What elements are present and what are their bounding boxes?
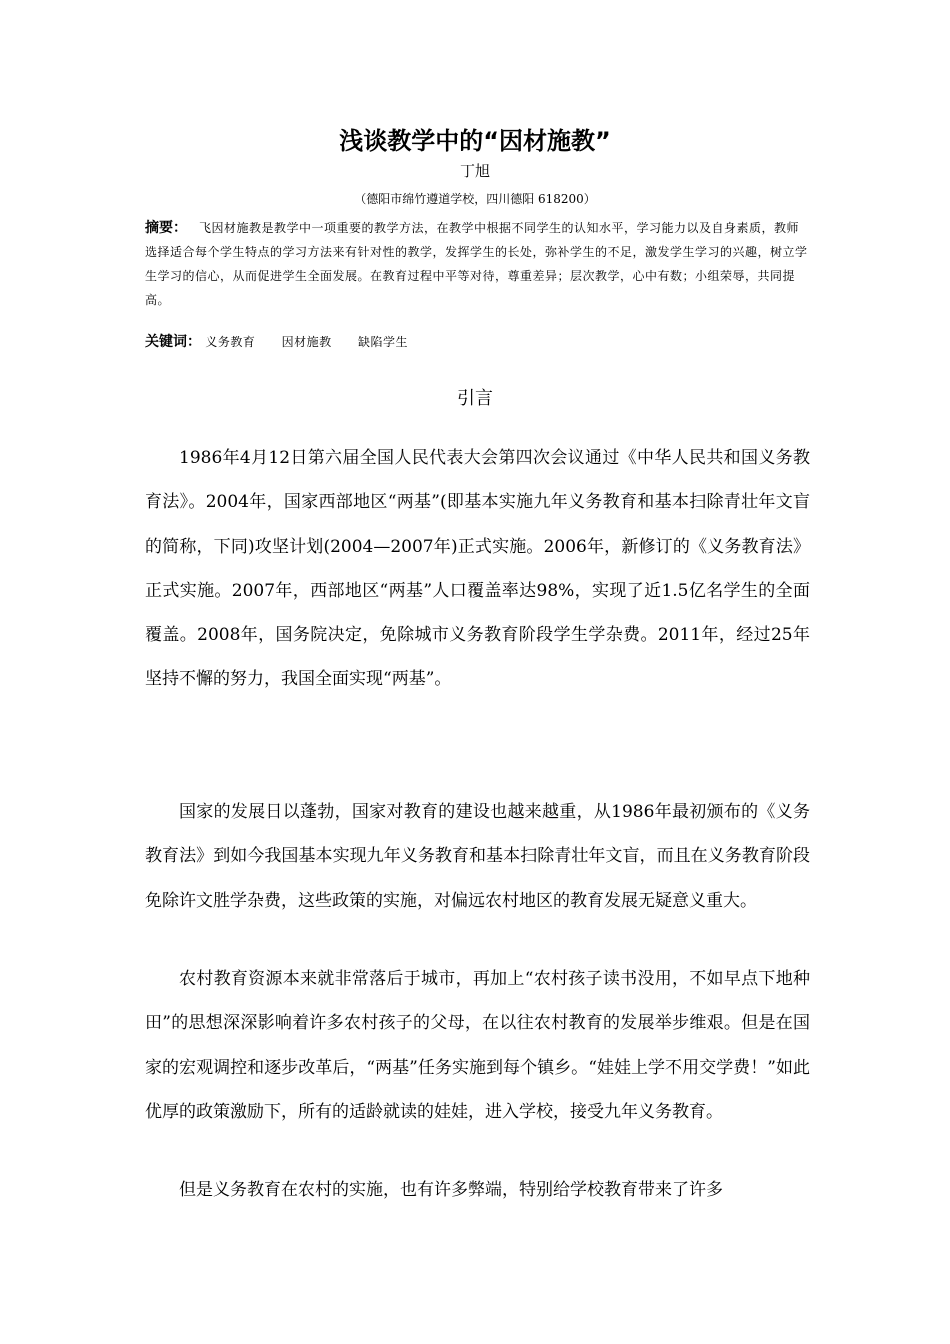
body-paragraph: 1986年4月12日第六届全国人民代表大会第四次会议通过《中华人民共和国义务教育法》。2004年，国家西部地区“两基”(即基本实施九年义务教育和基本扫除青壮年文盲的简称，下同)攻坚计划(2004—2007年)正式实施。2006年，新修订的《义务教育法》正式实施。2007年，西部地区“两基”人口覆盖率达98%，实现了近1.5亿名学生的全面覆盖。2008年，国务院决定，免除城市义务教育阶段学生学杂费。2011年，经过25年坚持不懈的努力，我国全面实现“两基”。 [145, 448, 810, 690]
body-paragraph: 农村教育资源本来就非常落后于城市，再加上“农村孩子读书没用，不如早点下地种田”的思想深深影响着许多农村孩子的父母，在以往农村教育的发展举步维艰。但是在国家的宏观调控和逐步改革后，“两基”任务实施到每个镇乡。“娃娃上学不用交学费！”如此优厚的政策激励下，所有的适龄就读的娃娃，进入学校，接受九年义务教育。 [145, 969, 810, 1122]
author-name: 丁旭 [459, 162, 490, 180]
body-paragraph: 但是义务教育在农村的实施，也有许多弊端，特别给学校教育带来了许多 [179, 1180, 723, 1200]
keywords-label: 关键词： [145, 334, 201, 350]
abstract-block [145, 216, 810, 312]
paper-title: 浅谈教学中的“因材施教” [339, 127, 611, 155]
keywords-block [145, 331, 810, 353]
keyword-item: 义务教育 [205, 335, 256, 349]
keyword-item: 缺陷学生 [358, 335, 409, 349]
section-heading: 引言 [457, 388, 493, 409]
author-affiliation: （德阳市绵竹遵道学校，四川德阳 618200） [354, 192, 596, 206]
abstract-text: 飞因材施教是教学中一项重要的教学方法，在教学中根据不同学生的认知水平，学习能力以及自身素质，教师选择适合每个学生特点的学习方法来有针对性的教学，发挥学生的长处，弥补学生的不足，激发学生学习的兴趣，树立学生学习的信心，从而促进学生全面发展。在教育过程中平等对待，尊重差异；层次教学，心中有数；小组荣辱，共同提高。 [145, 221, 808, 307]
body-paragraph: 国家的发展日以蓬勃，国家对教育的建设也越来越重，从1986年最初颁布的《义务教育法》到如今我国基本实现九年义务教育和基本扫除青壮年文盲，而且在义务教育阶段免除许文胜学杂费，这些政策的实施，对偏远农村地区的教育发展无疑意义重大。 [145, 802, 810, 911]
keyword-item: 因材施教 [281, 335, 332, 349]
abstract-label: 摘要： [145, 220, 187, 236]
